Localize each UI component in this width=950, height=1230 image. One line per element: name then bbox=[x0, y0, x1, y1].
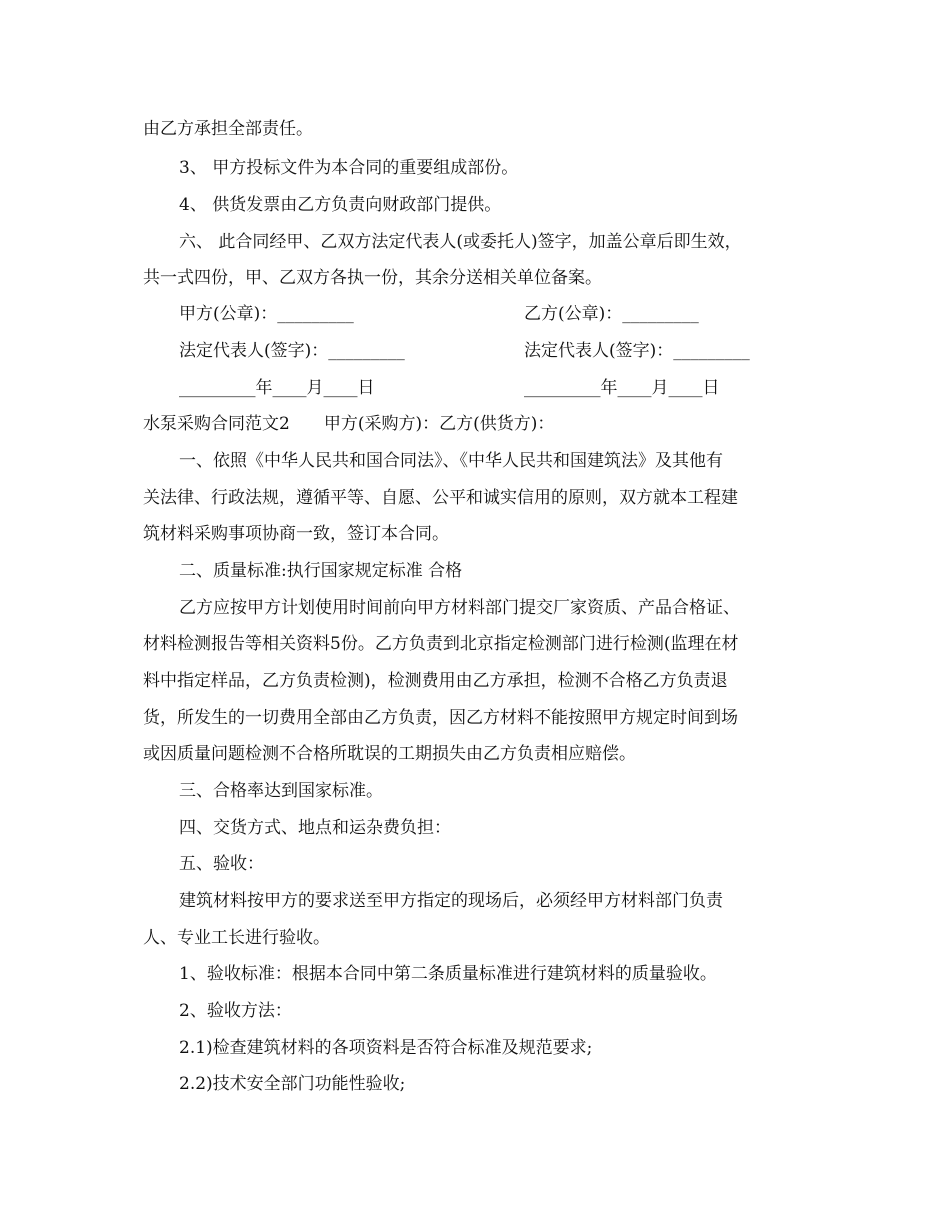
text-line: 关法律、行政法规，遵循平等、自愿、公平和诚实信用的原则，双方就本工程建 bbox=[143, 488, 738, 508]
text-line: 货，所发生的一切费用全部由乙方负责，因乙方材料不能按照甲方规定时间到场 bbox=[143, 708, 738, 728]
text-line: 人、专业工长进行验收。 bbox=[143, 928, 330, 948]
text-line: 六、 此合同经甲、乙双方法定代表人(或委托人)签字，加盖公章后即生效， bbox=[179, 232, 742, 252]
text-line: 三、合格率达到国家标准。 bbox=[179, 781, 383, 801]
text-line: 材料检测报告等相关资料5份。乙方负责到北京指定检测部门进行检测(监理在材 bbox=[143, 634, 739, 654]
party-b-seal: 乙方(公章)：_________ bbox=[524, 304, 699, 324]
text-line: 1、验收标准：根据本合同中第二条质量标准进行建筑材料的质量验收。 bbox=[179, 964, 717, 984]
party-a-date: _________年____月____日 bbox=[179, 378, 375, 398]
text-line: 3、 甲方投标文件为本合同的重要组成部份。 bbox=[179, 158, 519, 178]
text-line: 料中指定样品，乙方负责检测)，检测费用由乙方承担，检测不合格乙方负责退 bbox=[143, 671, 728, 691]
text-line: 一、依照《中华人民共和国合同法》、《中华人民共和国建筑法》及其他有 bbox=[179, 451, 723, 471]
party-b-representative: 法定代表人(签字)：_________ bbox=[524, 341, 750, 361]
text-line: 2、验收方法： bbox=[179, 1001, 292, 1021]
text-line: 建筑材料按甲方的要求送至甲方指定的现场后，必须经甲方材料部门负责 bbox=[179, 891, 723, 911]
text-line: 或因质量问题检测不合格所耽误的工期损失由乙方负责相应赔偿。 bbox=[143, 744, 636, 764]
section-heading: 水泵采购合同范文2 甲方(采购方)：乙方(供货方)： bbox=[143, 414, 555, 434]
text-line: 2.1)检查建筑材料的各项资料是否符合标准及规范要求; bbox=[179, 1038, 593, 1058]
party-a-seal: 甲方(公章)：_________ bbox=[179, 304, 354, 324]
text-line: 五、验收： bbox=[179, 854, 264, 874]
party-a-representative: 法定代表人(签字)：_________ bbox=[179, 341, 405, 361]
text-line: 乙方应按甲方计划使用时间前向甲方材料部门提交厂家资质、产品合格证、 bbox=[179, 598, 740, 618]
text-line: 二、质量标准:执行国家规定标准 合格 bbox=[179, 561, 463, 581]
text-line: 2.2)技术安全部门功能性验收; bbox=[179, 1074, 406, 1094]
text-line: 筑材料采购事项协商一致，签订本合同。 bbox=[143, 524, 449, 544]
text-line: 由乙方承担全部责任。 bbox=[143, 119, 313, 139]
text-line: 4、 供货发票由乙方负责向财政部门提供。 bbox=[179, 195, 502, 215]
text-line: 共一式四份，甲、乙双方各执一份，其余分送相关单位备案。 bbox=[143, 268, 602, 288]
party-b-date: _________年____月____日 bbox=[524, 378, 720, 398]
text-line: 四、交货方式、地点和运杂费负担： bbox=[179, 818, 451, 838]
